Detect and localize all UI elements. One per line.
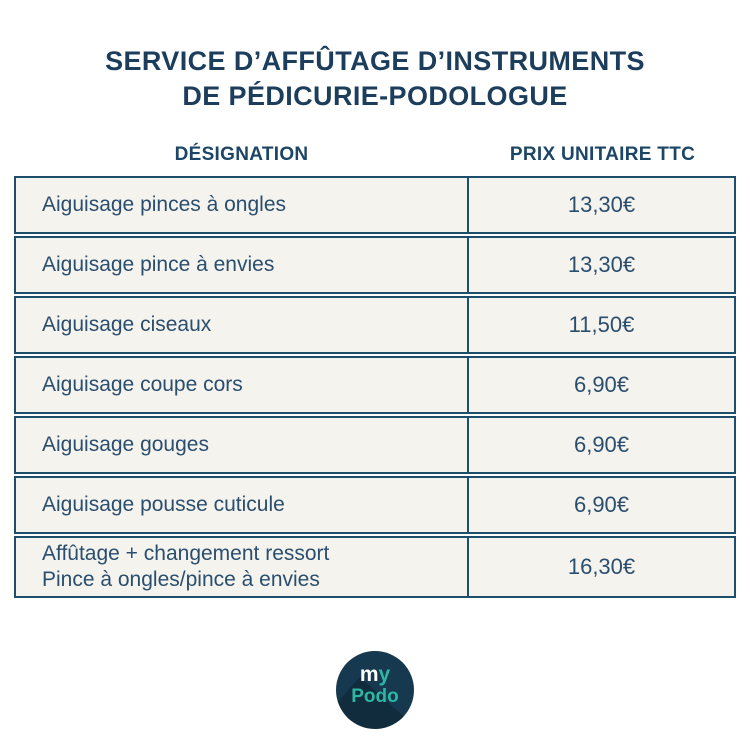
page-title-line1: SERVICE D’AFFÛTAGE D’INSTRUMENTS — [105, 46, 645, 76]
column-header-price: PRIX UNITAIRE TTC — [509, 144, 696, 165]
logo-letter-y: y — [378, 663, 391, 686]
designation-cell — [16, 538, 467, 596]
designation-cell — [16, 478, 467, 532]
price-table — [14, 176, 736, 598]
price-cell: 11,50€ — [467, 298, 734, 352]
table-row — [14, 356, 736, 414]
designation-cell — [16, 418, 467, 472]
table-row — [14, 176, 736, 234]
price-cell: 13,30€ — [467, 178, 734, 232]
price-cell: 6,90€ — [467, 478, 734, 532]
table-row — [14, 236, 736, 294]
designation-cell — [16, 178, 467, 232]
page-title-line2: DE PÉDICURIE-PODOLOGUE — [182, 81, 568, 111]
designation-cell — [16, 358, 467, 412]
designation-text: Aiguisage pinces à ongles — [42, 193, 287, 216]
designation-text: Aiguisage pousse cuticule — [42, 493, 285, 516]
designation-cell — [16, 298, 467, 352]
price-cell: 13,30€ — [467, 238, 734, 292]
logo-letter-m: m — [359, 663, 379, 686]
designation-text: Aiguisage gouges — [42, 433, 209, 456]
price-cell: 16,30€ — [467, 538, 734, 596]
page-title — [0, 0, 750, 114]
designation-text: Aiguisage coupe cors — [42, 373, 243, 396]
table-header-row — [14, 144, 736, 166]
designation-text: Aiguisage ciseaux — [42, 313, 212, 336]
designation-text-line2: Pince à ongles/pince à envies — [42, 568, 320, 591]
table-row — [14, 536, 736, 598]
table-row — [14, 416, 736, 474]
designation-text-line1: Affûtage + changement ressort — [42, 542, 330, 565]
logo-text-my — [336, 664, 414, 686]
designation-text: Aiguisage pince à envies — [42, 253, 275, 276]
table-row — [14, 476, 736, 534]
designation-cell — [16, 238, 467, 292]
column-header-designation: DÉSIGNATION — [174, 144, 309, 165]
logo-text-podo: Podo — [351, 686, 399, 707]
price-cell: 6,90€ — [467, 358, 734, 412]
price-cell: 6,90€ — [467, 418, 734, 472]
mypodo-logo — [336, 651, 414, 729]
table-row — [14, 296, 736, 354]
